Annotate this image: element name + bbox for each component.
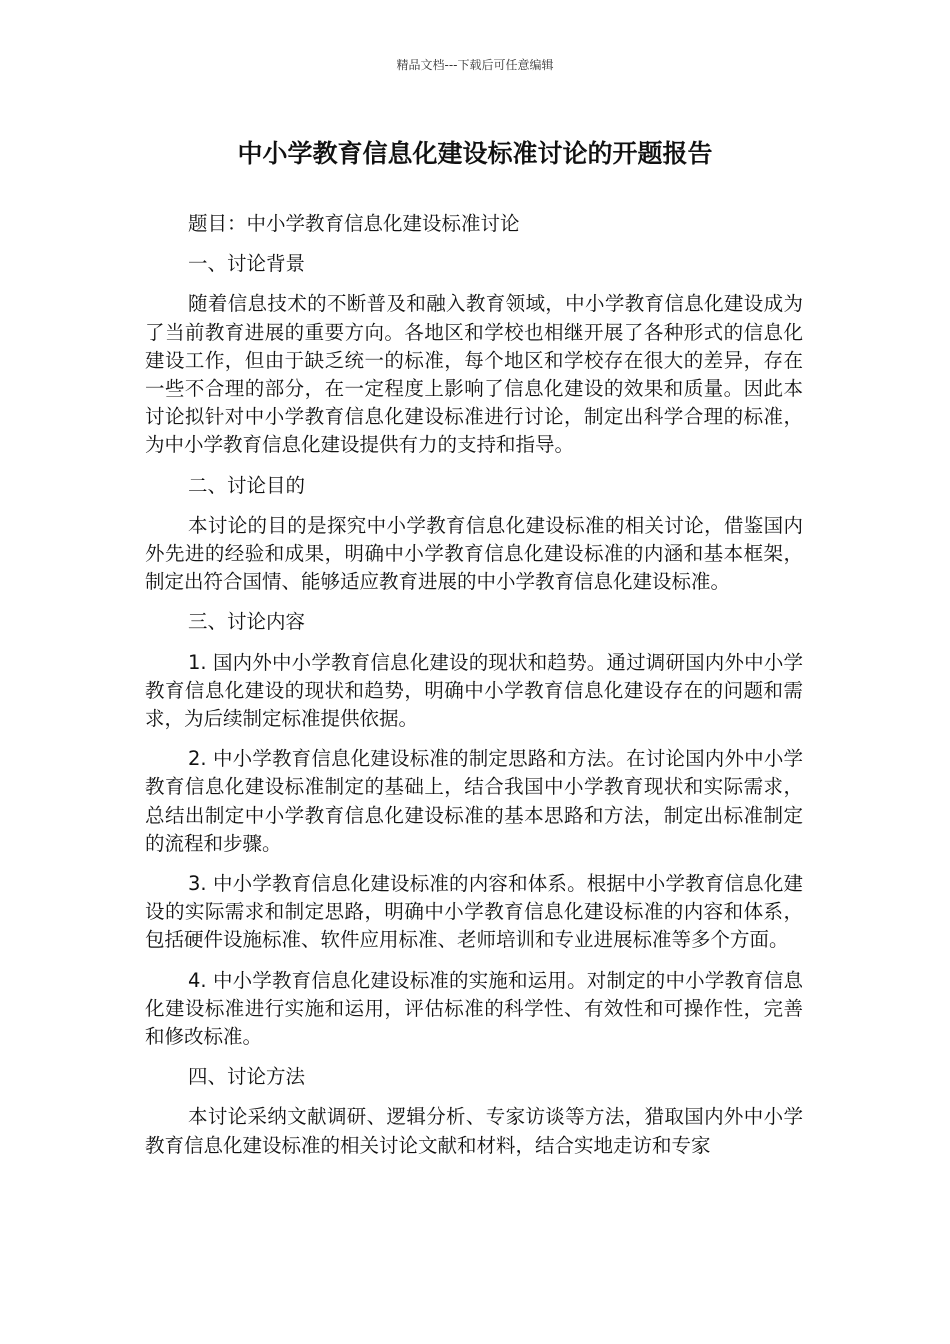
content-item-4: 4. 中小学教育信息化建设标准的实施和运用。对制定的中小学教育信息化建设标准进行实施和运用，评估标准的科学性、有效性和可操作性，完善和修改标准。: [145, 968, 803, 1049]
document-body: [145, 210, 803, 1172]
background-paragraph: 随着信息技术的不断普及和融入教育领域，中小学教育信息化建设成为了当前教育进展的重要方向。各地区和学校也相继开展了各种形式的信息化建设工作，但由于缺乏统一的标准，每个地区和学校存在很大的差异，存在一些不合理的部分，在一定程度上影响了信息化建设的效果和质量。因此本讨论拟针对中小学教育信息化建设标准进行讨论，制定出科学合理的标准，为中小学教育信息化建设提供有力的支持和指导。: [145, 292, 803, 457]
section-heading-purpose: 二、讨论目的: [188, 473, 306, 497]
section-heading-methods: 四、讨论方法: [188, 1065, 306, 1089]
content-item-2: 2. 中小学教育信息化建设标准的制定思路和方法。在讨论国内外中小学教育信息化建设标准制定的基础上，结合我国中小学教育现状和实际需求，总结出制定中小学教育信息化建设标准的基本思路和方法，制定出标准制定的流程和步骤。: [145, 747, 803, 855]
purpose-paragraph: 本讨论的目的是探究中小学教育信息化建设标准的相关讨论，借鉴国内外先进的经验和成果，明确中小学教育信息化建设标准的内涵和基本框架，制定出符合国情、能够适应教育进展的中小学教育信息化建设标准。: [145, 513, 803, 594]
methods-paragraph: 本讨论采纳文献调研、逻辑分析、专家访谈等方法，猎取国内外中小学教育信息化建设标准的相关讨论文献和材料，结合实地走访和专家: [145, 1105, 803, 1157]
document-title: 中小学教育信息化建设标准讨论的开题报告: [237, 139, 713, 168]
page-header: 精品文档---下载后可任意编辑: [396, 58, 554, 72]
content-item-3: 3. 中小学教育信息化建设标准的内容和体系。根据中小学教育信息化建设的实际需求和制定思路，明确中小学教育信息化建设标准的内容和体系，包括硬件设施标准、软件应用标准、老师培训和专业进展标准等多个方面。: [145, 872, 803, 952]
subject-line: 题目：中小学教育信息化建设标准讨论: [188, 212, 520, 235]
section-heading-content: 三、讨论内容: [188, 610, 306, 634]
content-item-1: 1. 国内外中小学教育信息化建设的现状和趋势。通过调研国内外中小学教育信息化建设的现状和趋势，明确中小学教育信息化建设存在的问题和需求，为后续制定标准提供依据。: [145, 650, 803, 731]
section-heading-background: 一、讨论背景: [188, 252, 306, 276]
